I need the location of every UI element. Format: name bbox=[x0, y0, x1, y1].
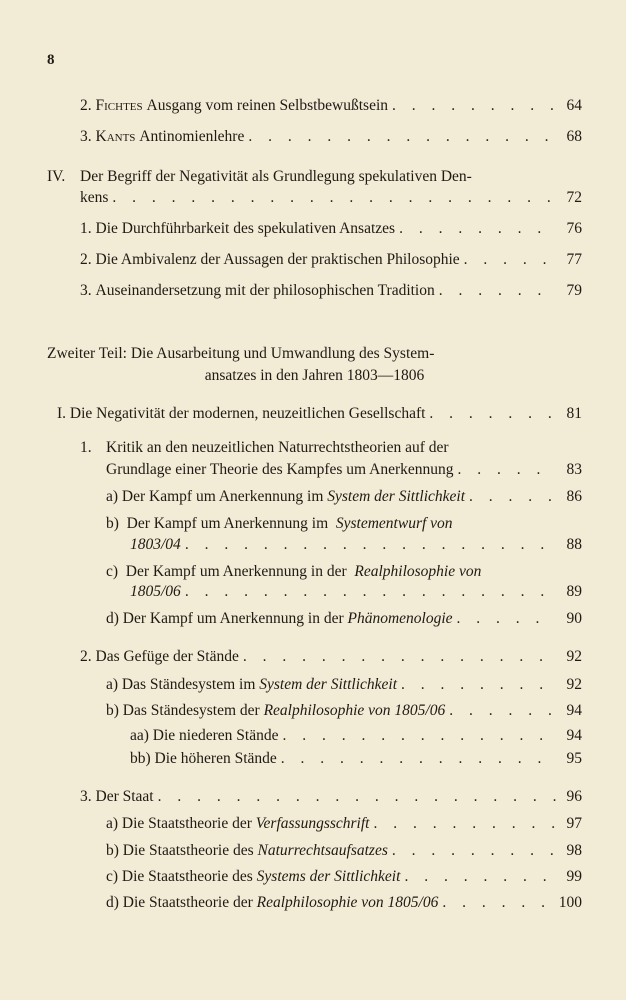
work-title: Systems der Sittlichkeit bbox=[256, 868, 401, 885]
toc-entry[interactable] bbox=[106, 893, 582, 913]
entry-text: Die niederen Stände bbox=[152, 727, 279, 744]
entry-text: Der Staat bbox=[95, 788, 154, 805]
dot-leader bbox=[442, 893, 554, 913]
entry-label: aa) bbox=[130, 727, 149, 744]
page-ref: 72 bbox=[566, 189, 582, 206]
entry-text: Der Kampf um Anerkennung in der bbox=[122, 610, 344, 627]
entry-text: Die Staatstheorie des bbox=[121, 868, 253, 885]
work-title-cont: 1805/06 bbox=[130, 583, 181, 600]
entry-label: a) bbox=[106, 815, 119, 832]
entry-text: Das Ständesystem im bbox=[121, 676, 256, 693]
entry-label: bb) bbox=[130, 750, 151, 767]
dot-leader bbox=[464, 250, 556, 270]
dot-leader bbox=[392, 96, 556, 116]
work-title: Realphilosophie von 1805/06 bbox=[263, 702, 446, 719]
page-ref: 86 bbox=[566, 488, 582, 505]
entry-text: Die Staatstheorie der bbox=[122, 894, 253, 911]
entry-text[interactable]: Kritik an den neuzeitlichen Naturrechtstheorien auf der bbox=[106, 439, 449, 456]
dot-leader bbox=[404, 867, 556, 887]
entry-label: d) bbox=[106, 894, 119, 911]
page-ref: 92 bbox=[566, 676, 582, 693]
work-title: System der Sittlichkeit bbox=[327, 488, 466, 505]
toc-entry[interactable] bbox=[106, 867, 582, 887]
entry-text: Auseinandersetzung mit der philosophischen Tradition bbox=[95, 282, 435, 299]
page-ref: 97 bbox=[566, 815, 582, 832]
toc-entry[interactable] bbox=[106, 814, 582, 834]
dot-leader bbox=[185, 535, 556, 555]
entry-text: Die Staatstheorie des bbox=[122, 842, 254, 859]
entry-label: 2. bbox=[80, 648, 92, 665]
dot-leader bbox=[449, 701, 556, 721]
entry-label: a) bbox=[106, 488, 119, 505]
toc-entry[interactable] bbox=[80, 787, 582, 807]
entry-text: Die Durchführbarkeit des spekulativen Ansatzes bbox=[95, 220, 396, 237]
author-name: Kants bbox=[95, 128, 136, 145]
page-ref: 94 bbox=[566, 702, 582, 719]
toc-entry[interactable] bbox=[130, 582, 582, 602]
entry-label: d) bbox=[106, 610, 119, 627]
page-ref: 64 bbox=[566, 97, 582, 114]
page-ref: 99 bbox=[566, 868, 582, 885]
page-ref: 81 bbox=[566, 405, 582, 422]
work-title: Naturrechtsaufsatzes bbox=[257, 842, 388, 859]
entry-label: 3. bbox=[80, 128, 92, 145]
entry-label: I. bbox=[57, 405, 67, 422]
dot-leader bbox=[469, 487, 556, 507]
entry-text: Das Ständesystem der bbox=[122, 702, 260, 719]
entry-text-cont: kens bbox=[80, 189, 109, 206]
entry-label: b) bbox=[106, 515, 119, 532]
dot-leader bbox=[281, 749, 556, 769]
page-ref: 88 bbox=[566, 536, 582, 553]
page-ref: 94 bbox=[566, 727, 582, 744]
toc-entry-label: IV. bbox=[47, 168, 66, 185]
entry-text: Ausgang vom reinen Selbstbewußtsein bbox=[146, 97, 389, 114]
dot-leader bbox=[185, 582, 556, 602]
dot-leader bbox=[112, 188, 556, 208]
dot-leader bbox=[399, 219, 556, 239]
entry-text: Das Gefüge der Stände bbox=[95, 648, 239, 665]
author-name: Fichtes bbox=[95, 97, 143, 114]
work-title: Verfassungsschrift bbox=[255, 815, 370, 832]
toc-entry[interactable] bbox=[80, 281, 582, 301]
work-title: Realphilosophie von bbox=[354, 563, 482, 580]
page-ref: 76 bbox=[566, 220, 582, 237]
work-title-cont: 1803/04 bbox=[130, 536, 181, 553]
entry-text: Die höheren Stände bbox=[154, 750, 277, 767]
toc-entry[interactable] bbox=[80, 647, 582, 667]
toc-entry[interactable] bbox=[80, 96, 582, 116]
toc-entry[interactable] bbox=[130, 749, 582, 769]
dot-leader bbox=[282, 726, 556, 746]
toc-entry[interactable] bbox=[80, 219, 582, 239]
dot-leader bbox=[243, 647, 556, 667]
entry-label: b) bbox=[106, 702, 119, 719]
part-heading-cont: ansatzes in den Jahren 1803—1806 bbox=[204, 367, 425, 384]
entry-text: Der Kampf um Anerkennung in der bbox=[125, 563, 347, 580]
page-ref: 100 bbox=[558, 894, 582, 911]
work-title: Systementwurf von bbox=[335, 515, 453, 532]
entry-label: 3. bbox=[80, 282, 92, 299]
entry-text[interactable]: Der Begriff der Negativität als Grundlegung spekulativen Den- bbox=[80, 168, 472, 185]
toc-entry[interactable] bbox=[130, 535, 582, 555]
entry-text: Antinomienlehre bbox=[139, 128, 245, 145]
page-ref: 90 bbox=[566, 610, 582, 627]
dot-leader bbox=[248, 127, 556, 147]
entry-text: Der Kampf um Anerkennung im bbox=[121, 488, 324, 505]
page-ref: 96 bbox=[566, 788, 582, 805]
toc-entry[interactable] bbox=[106, 701, 582, 721]
toc-entry[interactable] bbox=[106, 460, 582, 480]
page-ref: 89 bbox=[566, 583, 582, 600]
toc-entry[interactable] bbox=[80, 188, 582, 208]
toc-entry[interactable] bbox=[130, 726, 582, 746]
toc-entry[interactable] bbox=[106, 487, 582, 507]
toc-entry[interactable] bbox=[80, 127, 582, 147]
page-ref: 83 bbox=[566, 461, 582, 478]
entry-text: Die Ambivalenz der Aussagen der praktischen Philosophie bbox=[95, 251, 460, 268]
dot-leader bbox=[439, 281, 556, 301]
entry-label: c) bbox=[106, 563, 119, 580]
toc-entry[interactable] bbox=[57, 404, 582, 424]
entry-text-cont: Grundlage einer Theorie des Kampfes um Anerkennung bbox=[106, 461, 454, 478]
toc-entry-line[interactable] bbox=[106, 514, 453, 534]
dot-leader bbox=[458, 460, 557, 480]
dot-leader bbox=[392, 841, 556, 861]
toc-entry[interactable] bbox=[80, 250, 582, 270]
page-ref: 95 bbox=[566, 750, 582, 767]
toc-entry-line[interactable] bbox=[106, 562, 481, 582]
work-title: Realphilosophie von 1805/06 bbox=[256, 894, 439, 911]
entry-label: 1. bbox=[80, 439, 92, 456]
entry-text: Der Kampf um Anerkennung im bbox=[126, 515, 329, 532]
dot-leader bbox=[401, 675, 556, 695]
dot-leader bbox=[158, 787, 556, 807]
dot-leader bbox=[429, 404, 556, 424]
part-heading: Zweiter Teil: Die Ausarbeitung und Umwandlung des System- bbox=[47, 345, 435, 362]
page-ref: 98 bbox=[566, 842, 582, 859]
entry-label: 3. bbox=[80, 788, 92, 805]
entry-label: 2. bbox=[80, 251, 92, 268]
work-title: Phänomenologie bbox=[347, 610, 453, 627]
page-number: 8 bbox=[47, 52, 55, 68]
entry-text: Die Negativität der modernen, neuzeitlichen Gesellschaft bbox=[69, 405, 426, 422]
entry-label: a) bbox=[106, 676, 119, 693]
work-title: System der Sittlichkeit bbox=[259, 676, 398, 693]
entry-label: 2. bbox=[80, 97, 92, 114]
toc-entry[interactable] bbox=[106, 609, 582, 629]
entry-label: b) bbox=[106, 842, 119, 859]
toc-entry[interactable] bbox=[106, 675, 582, 695]
entry-label: c) bbox=[106, 868, 119, 885]
page-ref: 68 bbox=[566, 128, 582, 145]
dot-leader bbox=[457, 609, 556, 629]
page-ref: 77 bbox=[566, 251, 582, 268]
page-ref: 92 bbox=[566, 648, 582, 665]
page-ref: 79 bbox=[566, 282, 582, 299]
dot-leader bbox=[373, 814, 556, 834]
entry-text: Die Staatstheorie der bbox=[121, 815, 252, 832]
toc-entry[interactable] bbox=[106, 841, 582, 861]
entry-label: 1. bbox=[80, 220, 92, 237]
